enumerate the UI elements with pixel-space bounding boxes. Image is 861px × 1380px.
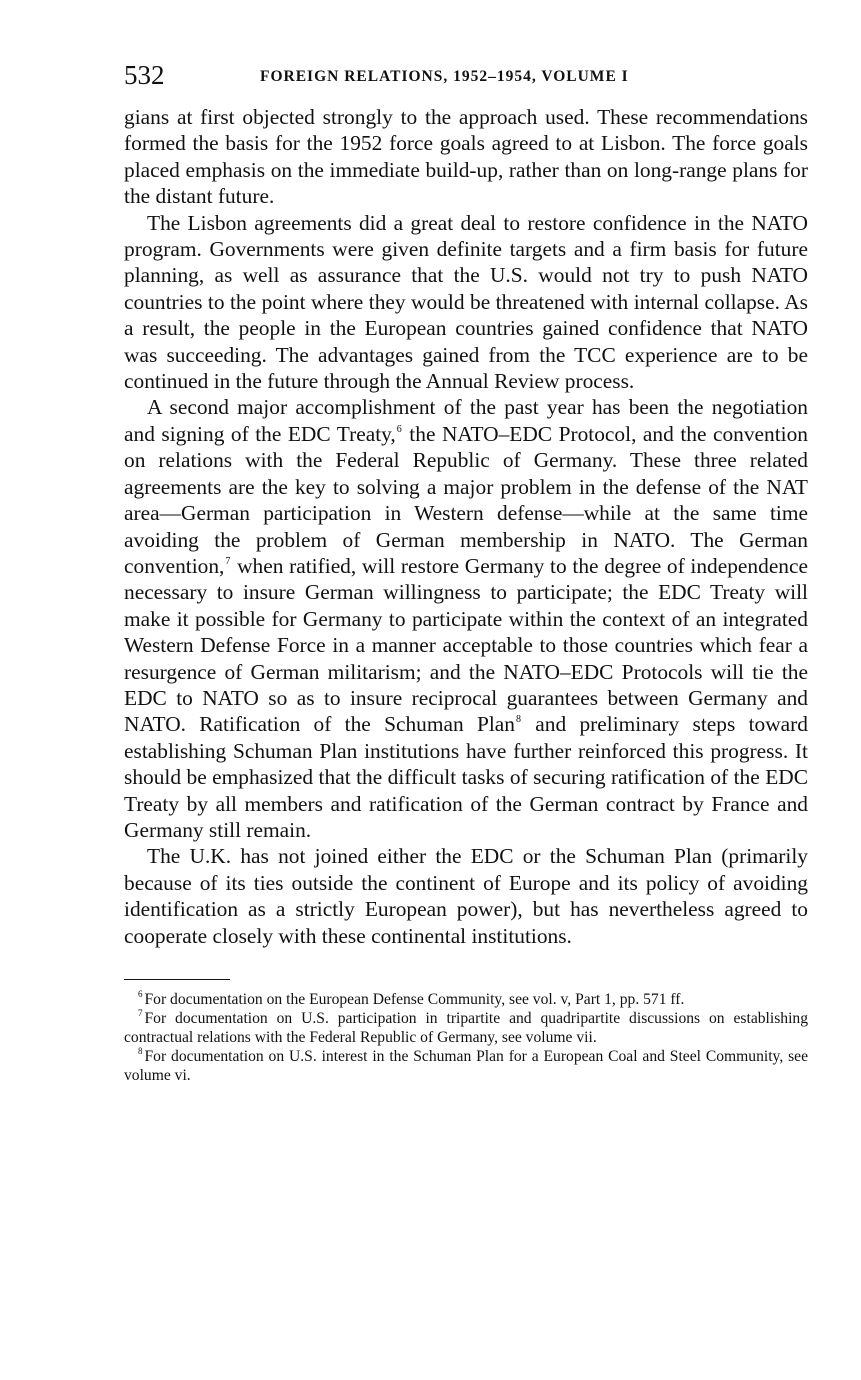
paragraph-text: A second major accomplishment of the past year has been the negotiation and signing of the EDC Treaty, — [124, 395, 808, 446]
footnote-ref-7: 7 — [225, 555, 231, 567]
running-title: FOREIGN RELATIONS, 1952–1954, VOLUME I — [260, 68, 629, 85]
footnote-marker: 6 — [138, 989, 143, 999]
footnote-text: For documentation on the European Defense Community, see vol. v, Part 1, pp. 571 ff. — [144, 991, 685, 1008]
footnote-ref-8: 8 — [516, 714, 521, 726]
document-page — [124, 58, 808, 1085]
footnote-marker: 7 — [138, 1008, 143, 1018]
paragraph-text: when ratified, will restore Germany to the degree of independence necessary to insure German willingness to participate; the EDC Treaty will make it possible for Germany to participate within the context of an integrated Western Defense Force in a manner acceptable to those countries which fear a resurgence of German militarism; and the NATO–EDC Protocols will tie the EDC to NATO so as to insure reciprocal guarantees between Germany and NATO. Ratification of the Schuman Plan — [124, 553, 808, 737]
footnote-7 — [124, 1009, 808, 1047]
paragraph-lisbon-agreements: The Lisbon agreements did a great deal to restore confidence in the NATO program. Governments were given definite targets and a firm basis for future planning, as well as assurance that the U.S. would not try to push NATO countries to the point where they would be threatened with internal collapse. As a result, the people in the European countries gained confidence that NATO was succeeding. The advantages gained from the TCC experience are to be continued in the future through the Annual Review process. — [124, 210, 808, 394]
footnote-6 — [124, 990, 808, 1009]
page-number: 532 — [124, 60, 165, 90]
body-text — [124, 104, 808, 949]
footnote-text: For documentation on U.S. participation in tripartite and quadripartite discussions on establishing contractual relations with the Federal Republic of Germany, see volume vii. — [124, 1010, 808, 1046]
running-head — [124, 58, 808, 94]
footnote-marker: 8 — [138, 1046, 143, 1056]
footnote-8 — [124, 1047, 808, 1085]
footnote-ref-6: 6 — [396, 423, 402, 435]
paragraph-text: and preliminary steps toward establishing Schuman Plan institutions have further reinforced this progress. It should be emphasized that the difficult tasks of securing ratification of the EDC Treaty by all members and ratification of the German contract by France and Germany still remain. — [124, 712, 808, 842]
footnote-divider — [124, 979, 230, 980]
footnote-text: For documentation on U.S. interest in the Schuman Plan for a European Coal and Steel Community, see volume vi. — [124, 1048, 808, 1084]
paragraph-text: the NATO–EDC Protocol, and the convention on relations with the Federal Republic of Germany. These three related agreements are the key to solving a major problem in the defense of the NAT area—German participation in Western defense—while at the same time avoiding the problem of German membership in NATO. The German convention, — [124, 421, 809, 578]
footnotes — [124, 990, 808, 1085]
paragraph-continued: gians at first objected strongly to the approach used. These recommendations formed the basis for the 1952 force goals agreed to at Lisbon. The force goals placed emphasis on the immediate build-up, rather than on long-range plans for the distant future. — [124, 105, 808, 209]
paragraph-uk: The U.K. has not joined either the EDC or the Schuman Plan (primarily because of its ties outside the continent of Europe and its policy of avoiding identification as a strictly European power), but has nevertheless agreed to cooperate closely with these continental institutions. — [124, 844, 808, 948]
paragraph-edc-treaty — [124, 394, 808, 843]
